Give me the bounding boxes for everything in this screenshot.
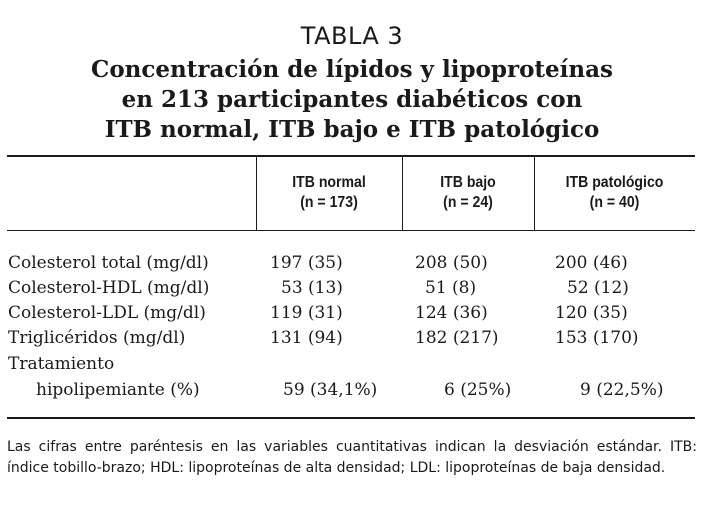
table-title-line-3: ITB normal, ITB bajo e ITB patológico: [104, 116, 600, 143]
header-rule: [7, 230, 695, 231]
column-header-name: ITB bajo: [440, 174, 496, 191]
cell-value: 124 (36): [415, 303, 488, 323]
table-footnote: Las cifras entre paréntesis en las variables cuantitativas indican la desviación estándar. ITB: índice tobillo-brazo; HDL: lipoproteínas de alta densidad; LDL: lipoproteínas de baja densidad.: [7, 439, 697, 476]
table-title-line-2: en 213 participantes diabéticos con: [121, 86, 583, 113]
column-header-n: (n = 40): [589, 194, 640, 211]
cell-value: 153 (170): [555, 328, 639, 348]
column-header-itb-normal: [265, 173, 393, 213]
cell-value: 51 (8): [425, 278, 477, 298]
cell-value: 200 (46): [555, 253, 628, 273]
column-header-name: ITB normal: [292, 174, 366, 191]
cell-value: 197 (35): [270, 253, 343, 273]
row-label-hipolipemiante: hipolipemiante (%): [36, 380, 200, 400]
cell-value: 52 (12): [567, 278, 629, 298]
column-header-itb-patologico: [544, 173, 686, 213]
cell-value: 182 (217): [415, 328, 499, 348]
cell-value: 6 (25%): [444, 380, 512, 400]
cell-value: 119 (31): [270, 303, 343, 323]
column-header-n: (n = 173): [300, 194, 358, 211]
row-label-colesterol-total: Colesterol total (mg/dl): [8, 253, 209, 273]
cell-value: 9 (22,5%): [580, 380, 664, 400]
bottom-rule: [7, 417, 695, 419]
column-separator-3: [534, 157, 535, 230]
table-label: TABLA 3: [300, 22, 404, 50]
cell-value: 120 (35): [555, 303, 628, 323]
cell-value: 59 (34,1%): [283, 380, 378, 400]
column-header-itb-bajo: [410, 173, 526, 213]
top-rule: [7, 155, 695, 157]
row-label-trigliceridos: Triglicéridos (mg/dl): [8, 328, 186, 348]
table-title-line-1: Concentración de lípidos y lipoproteínas: [91, 56, 613, 83]
column-header-n: (n = 24): [443, 194, 493, 211]
column-header-name: ITB patológico: [565, 174, 664, 191]
cell-value: 131 (94): [270, 328, 343, 348]
cell-value: 208 (50): [415, 253, 488, 273]
column-separator-1: [256, 157, 257, 230]
row-label-colesterol-hdl: Colesterol-HDL (mg/dl): [8, 278, 210, 298]
cell-value: 53 (13): [281, 278, 343, 298]
row-label-colesterol-ldl: Colesterol-LDL (mg/dl): [8, 303, 206, 323]
column-separator-2: [402, 157, 403, 230]
row-label-tratamiento: Tratamiento: [8, 354, 115, 374]
